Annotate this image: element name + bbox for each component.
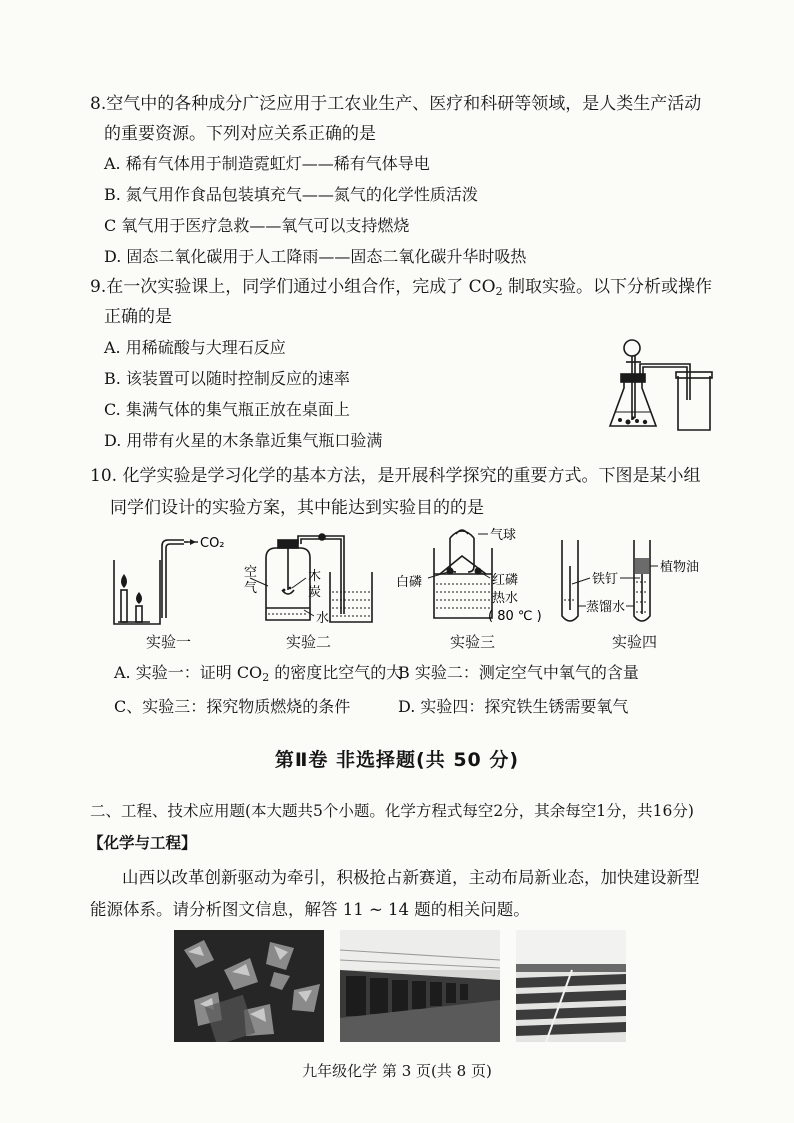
section-2-paragraph-line1: 山西以改革创新驱动为牵引，积极抢占新赛道，主动布局新业态，加快建设新型	[122, 868, 700, 887]
exp3-white-phosphorus-label: 白磷	[396, 575, 423, 590]
q9-option-d: D. 用带有火星的木条靠近集气瓶口验满	[104, 431, 383, 450]
q8-option-c: C 氧气用于医疗急救——氧气可以支持燃烧	[104, 216, 410, 235]
q8-stem-line2: 的重要资源。下列对应关系正确的是	[104, 124, 376, 144]
co2-generation-apparatus-figure	[606, 330, 726, 435]
exp3-red-phosphorus-label: 红磷	[492, 573, 519, 588]
exp4-oil-label: 植物油	[660, 560, 700, 575]
q8-option-a: A. 稀有气体用于制造霓虹灯——稀有气体导电	[104, 154, 430, 173]
exp3-caption: 实验三	[450, 633, 496, 651]
exp2-charcoal-label-1: 木	[308, 569, 322, 584]
experiment-3-figure	[394, 526, 544, 630]
exp2-air-label-1: 空	[244, 565, 258, 580]
q9-option-c: C. 集满气体的集气瓶正放在桌面上	[104, 400, 350, 419]
exp1-co2-label: CO₂	[200, 536, 225, 551]
section-2-subtitle: 二、工程、技术应用题(本大题共5个小题。化学方程式每空2分，其余每空1分，共16分)	[90, 802, 694, 820]
coal-photo	[174, 930, 324, 1042]
exp2-water-label: 水	[316, 611, 330, 626]
page-footer: 九年级化学 第 3 页(共 8 页)	[302, 1062, 492, 1080]
chemistry-engineering-tag: 【化学与工程】	[88, 834, 197, 852]
factory-photo	[340, 930, 500, 1042]
solar-panels-image	[516, 930, 626, 1042]
experiment-4-figure	[554, 536, 724, 630]
q10-stem-line1: 10. 化学实验是学习化学的基本方法，是开展科学探究的重要方式。下图是某小组	[90, 466, 701, 486]
exp3-hot-water-label: 热水	[492, 591, 519, 606]
exp1-caption: 实验一	[146, 633, 192, 651]
exp4-nail-label: 铁钉	[592, 572, 619, 587]
q10-option-b: B 实验二：测定空气中氧气的含量	[398, 663, 639, 682]
section-2-paragraph-line2: 能源体系。请分析图文信息，解答 11 ~ 14 题的相关问题。	[90, 900, 530, 919]
exp4-caption: 实验四	[612, 633, 658, 651]
solar-field-photo	[516, 930, 626, 1042]
exp2-charcoal-label-2: 炭	[308, 585, 322, 600]
experiment-1-figure	[104, 530, 234, 630]
exp2-caption: 实验二	[286, 633, 332, 651]
q9-option-b: B. 该装置可以随时控制反应的速率	[104, 369, 350, 388]
industrial-plant-image	[340, 930, 500, 1042]
experiment-2-figure	[244, 530, 384, 630]
q9-stem-line1: 9.在一次实验课上，同学们通过小组合作，完成了 $CO_2$ 制取实验。以下分析或操作	[90, 277, 712, 298]
q9-stem-line2: 正确的是	[104, 307, 172, 327]
q8-option-d: D. 固态二氧化碳用于人工降雨——固态二氧化碳升华时吸热	[104, 247, 527, 266]
q9-option-a: A. 用稀硫酸与大理石反应	[104, 338, 286, 357]
section-2-title: 第Ⅱ卷 非选择题(共 50 分)	[274, 749, 520, 771]
exp2-air-label-2: 气	[244, 581, 258, 596]
q8-option-b: B. 氮气用作食品包装填充气——氮气的化学性质活泼	[104, 185, 478, 204]
q10-option-a: A. 实验一：证明 $CO_2$ 的密度比空气的大	[114, 663, 403, 684]
q10-option-c: C、实验三：探究物质燃烧的条件	[114, 697, 351, 716]
coal-image	[174, 930, 324, 1042]
q10-option-d: D. 实验四：探究铁生锈需要氧气	[398, 697, 629, 716]
q10-stem-line2: 同学们设计的实验方案，其中能达到实验目的的是	[110, 498, 484, 518]
q8-stem-line1: 8.空气中的各种成分广泛应用于工农业生产、医疗和科研等领域，是人类生产活动	[90, 94, 702, 114]
exp3-temperature-label: ( 80 ℃ )	[488, 609, 542, 624]
exp3-balloon-label: 气球	[490, 528, 517, 543]
exp4-distilled-water-label: 蒸馏水	[586, 600, 626, 615]
